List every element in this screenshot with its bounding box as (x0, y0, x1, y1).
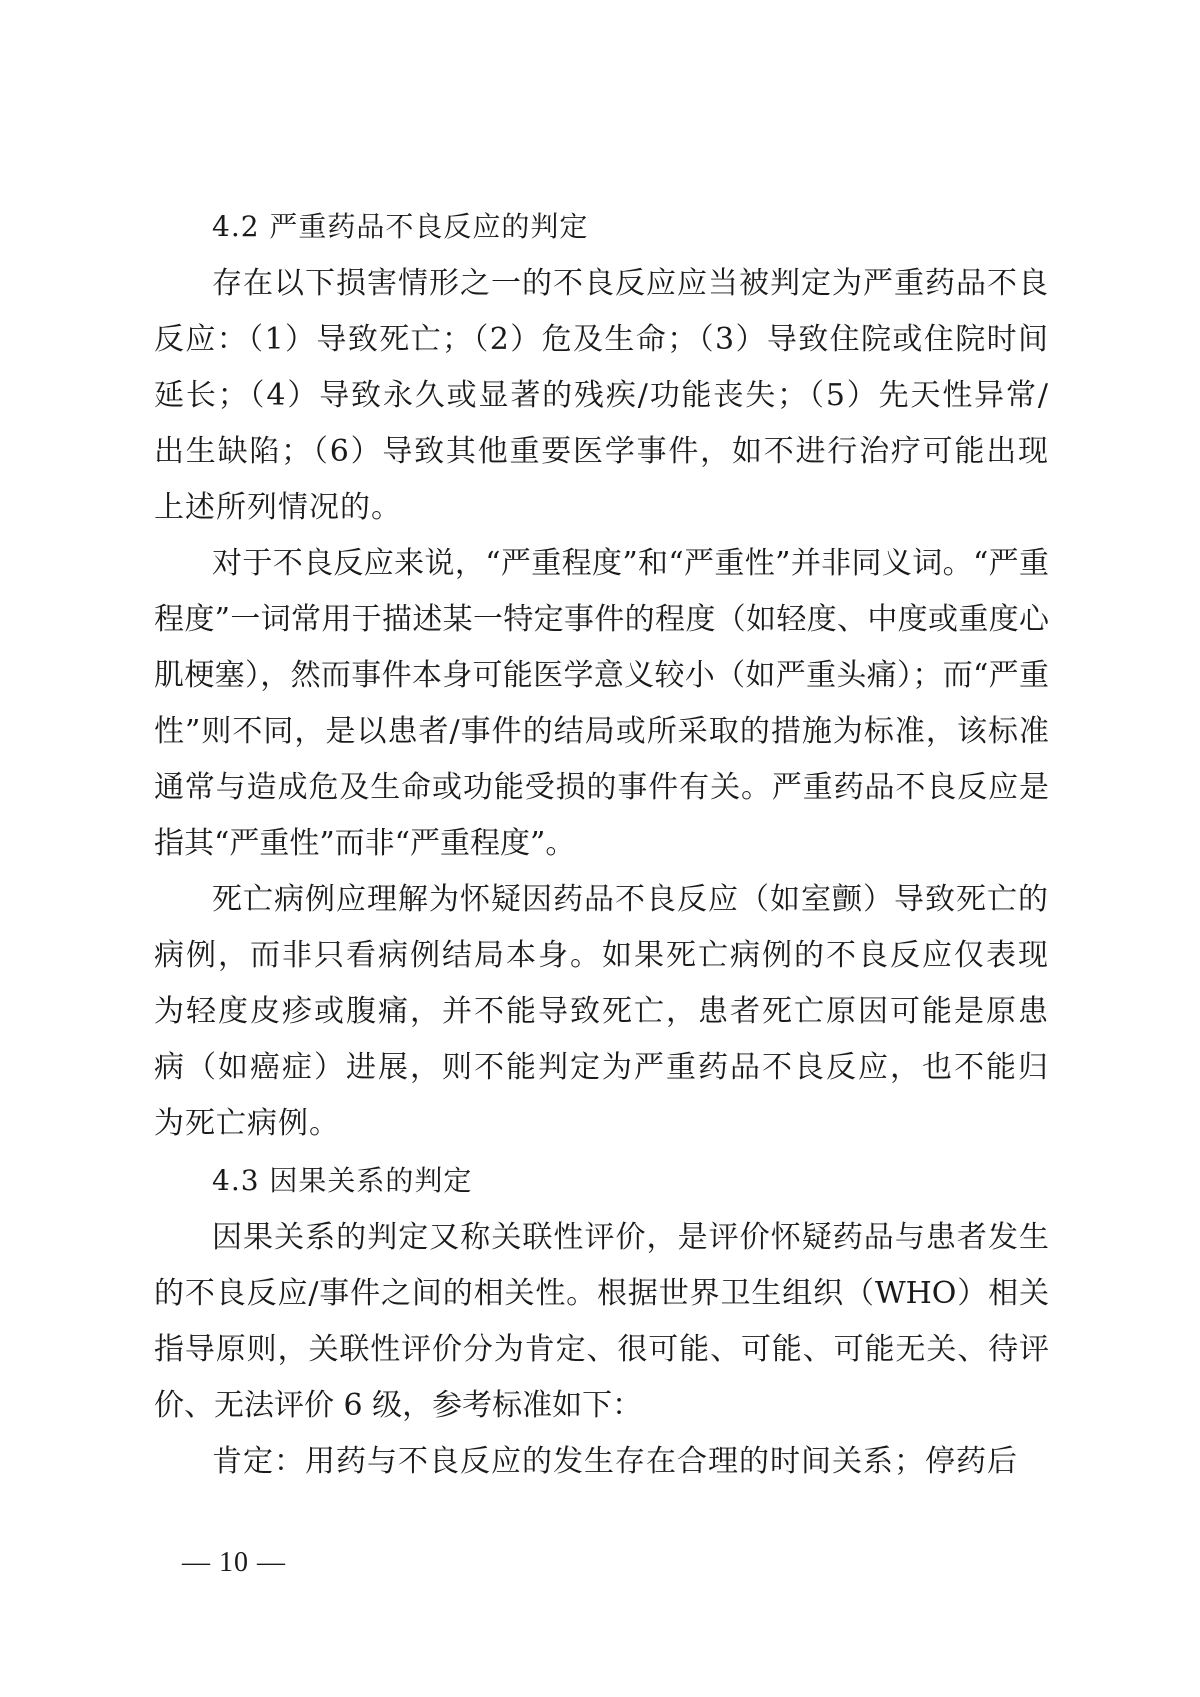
document-body (154, 198, 1049, 1490)
page-number: — 10 — (182, 1547, 286, 1578)
section-heading-4-2: 4.2 严重药品不良反应的判定 (212, 210, 589, 243)
paragraph-causality-assessment: 因果关系的判定又称关联性评价，是评价怀疑药品与患者发生的不良反应/事件之间的相关性。根据世界卫生组织（WHO）相关指导原则，关联性评价分为肯定、很可能、可能、可能无关、待评价、无法评价 6 级，参考标准如下： (154, 1220, 1049, 1423)
paragraph-serious-adr-criteria: 存在以下损害情形之一的不良反应应当被判定为严重药品不良反应：（1）导致死亡；（2）危及生命；（3）导致住院或住院时间延长；（4）导致永久或显著的残疾/功能丧失；（5）先天性异常/出生缺陷；（6）导致其他重要医学事件，如不进行治疗可能出现上述所列情况的。 (154, 266, 1049, 525)
section-heading-4-3: 4.3 因果关系的判定 (212, 1164, 473, 1197)
paragraph-severity-vs-seriousness: 对于不良反应来说，“严重程度”和“严重性”并非同义词。“严重程度”一词常用于描述某一特定事件的程度（如轻度、中度或重度心肌梗塞），然而事件本身可能医学意义较小（如严重头痛）；而“严重性”则不同，是以患者/事件的结局或所采取的措施为标准，该标准通常与造成危及生命或功能受损的事件有关。严重药品不良反应是指其“严重性”而非“严重程度”。 (154, 546, 1049, 861)
paragraph-death-cases: 死亡病例应理解为怀疑因药品不良反应（如室颤）导致死亡的病例，而非只看病例结局本身。如果死亡病例的不良反应仅表现为轻度皮疹或腹痛，并不能导致死亡，患者死亡原因可能是原患病（如癌症）进展，则不能判定为严重药品不良反应，也不能归为死亡病例。 (154, 882, 1049, 1141)
paragraph-certain-criteria: 肯定：用药与不良反应的发生存在合理的时间关系；停药后 (212, 1444, 1018, 1479)
